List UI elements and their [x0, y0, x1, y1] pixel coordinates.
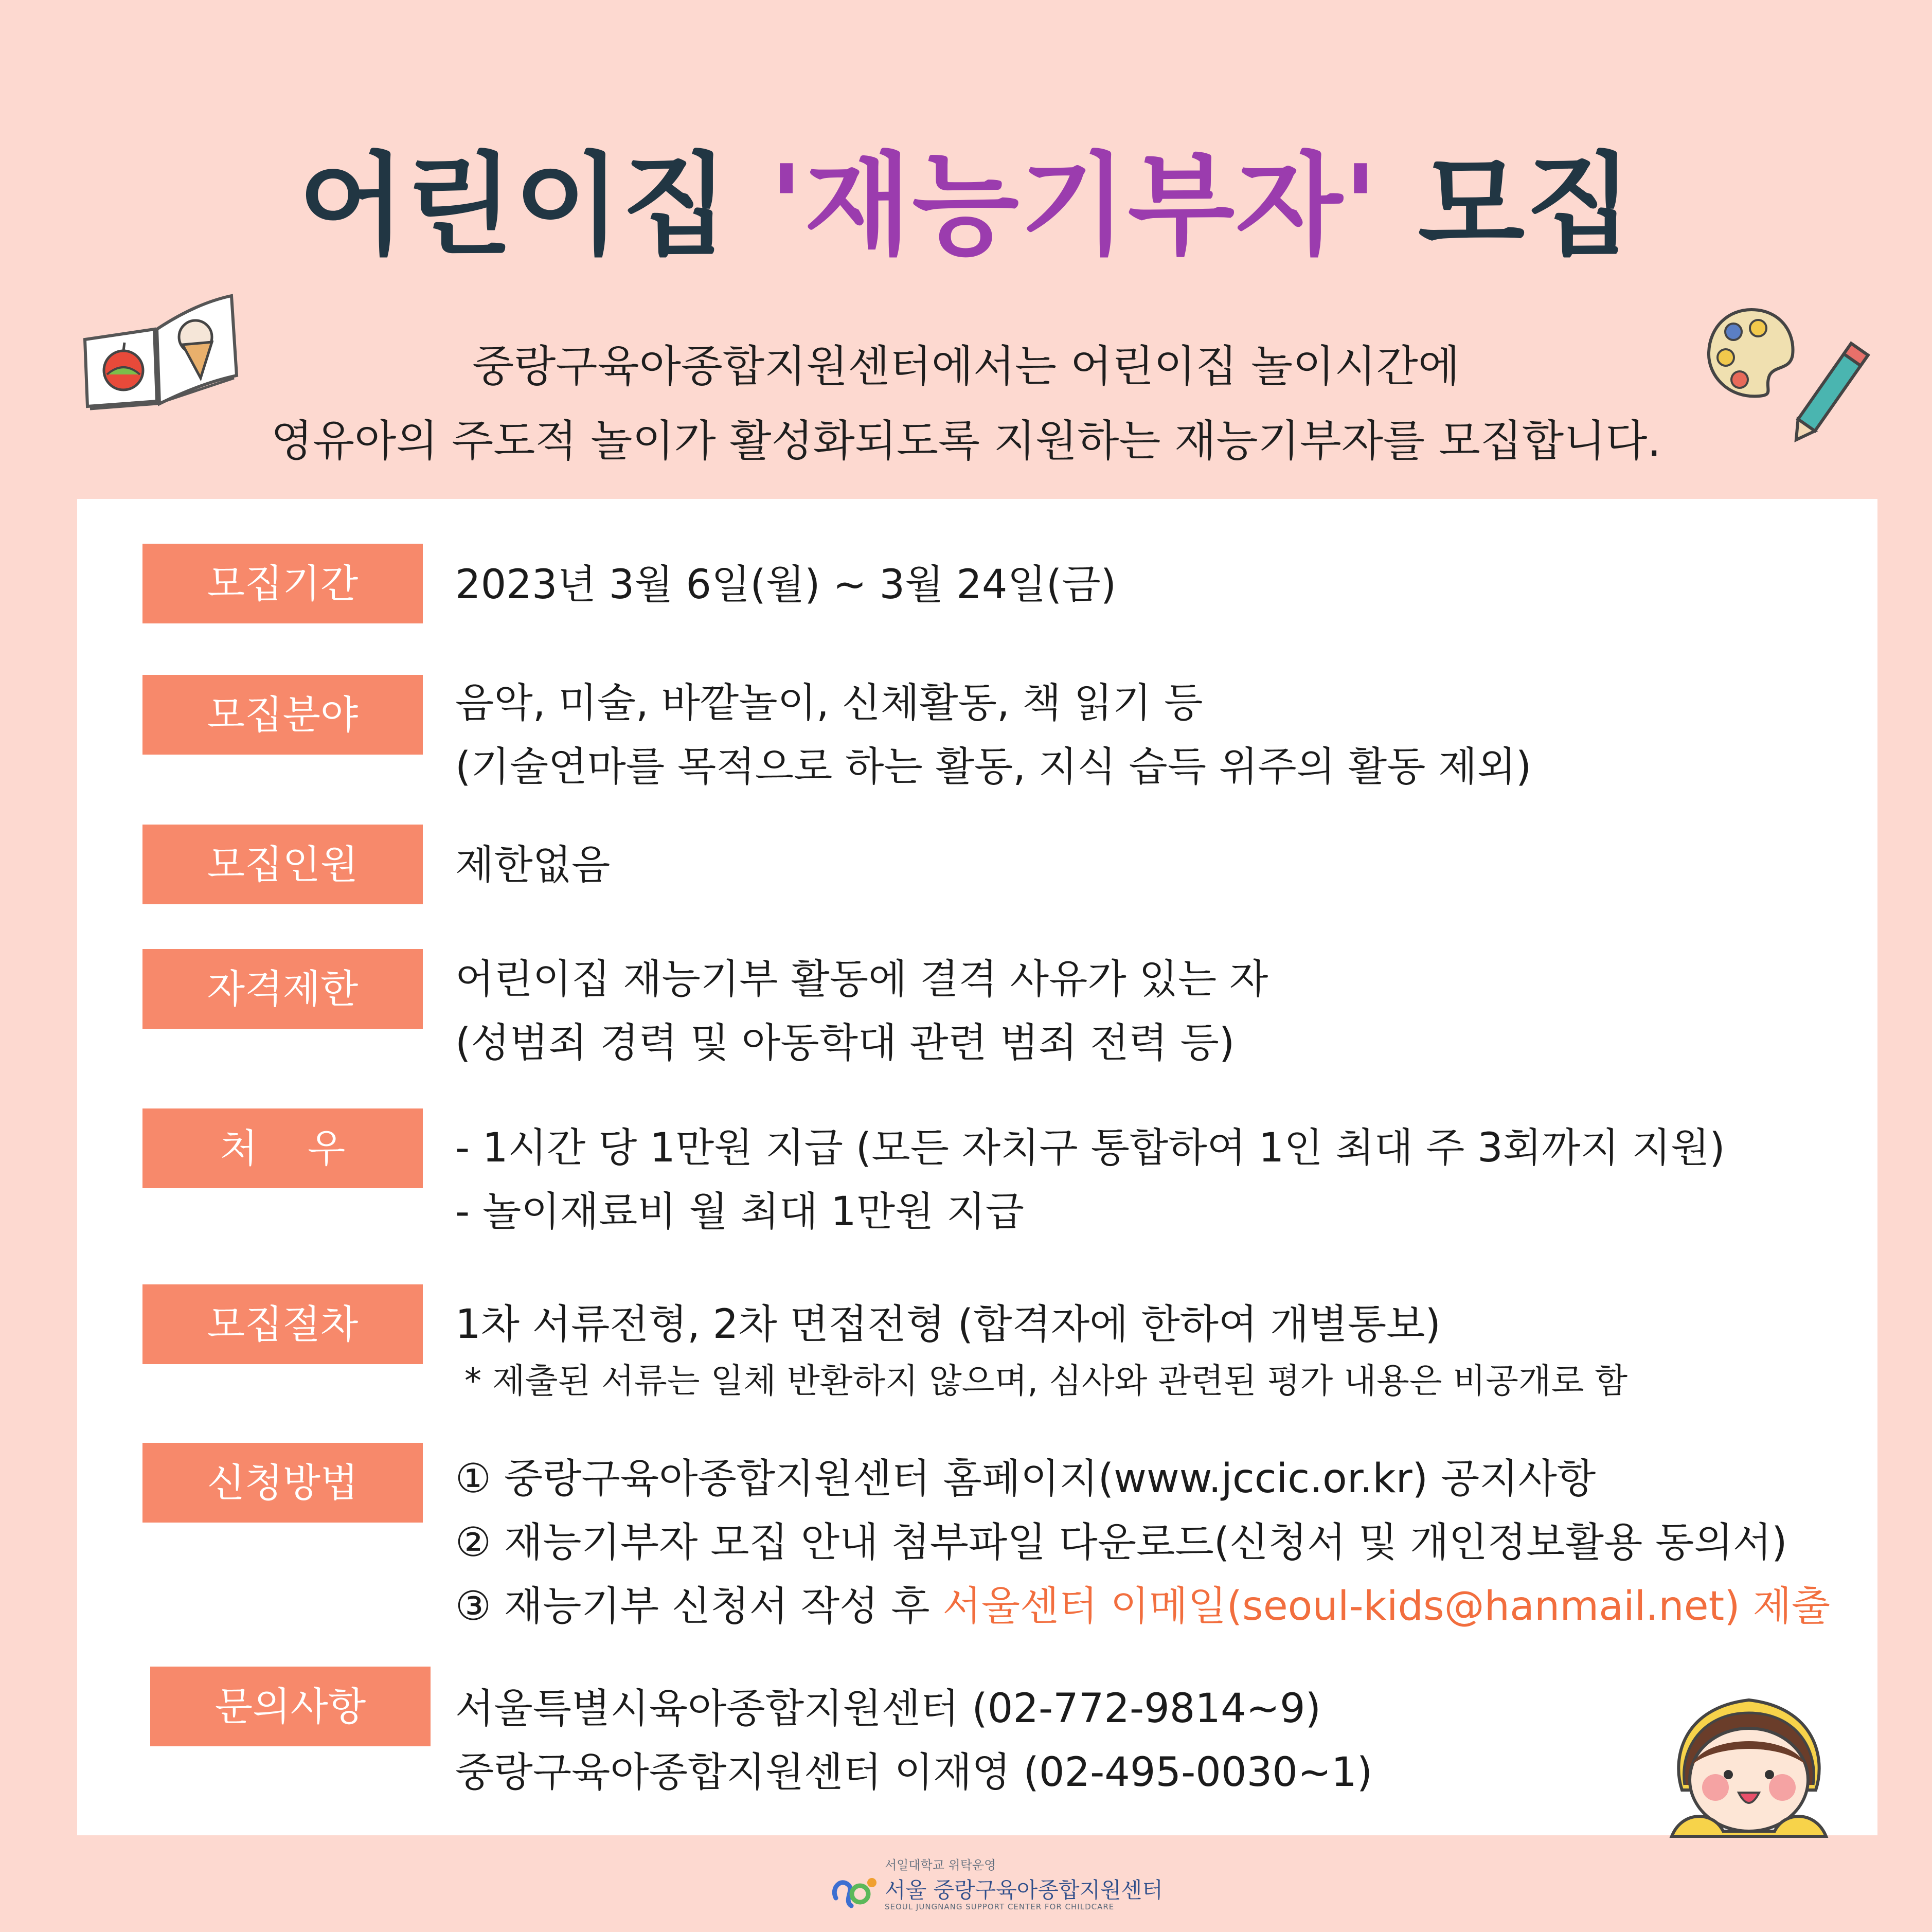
content-field	[455, 671, 1531, 799]
content-compensation-line-1: - 1시간 당 1만원 지급 (모든 자치구 통합하여 1인 최대 주 3회까지 지원)	[455, 1125, 1725, 1171]
content-compensation-line-2: - 놀이재료비 월 최대 1만원 지급	[455, 1189, 1024, 1235]
content-field-line-2: (기술연마를 목적으로 하는 활동, 지식 습득 위주의 활동 제외)	[455, 744, 1532, 790]
label-eligibility: 자격제한	[142, 949, 423, 1029]
label-application: 신청방법	[142, 1443, 423, 1523]
label-period: 모집기간	[142, 544, 423, 623]
content-compensation	[455, 1116, 1725, 1244]
footer-small-text: 서일대학교 위탁운영	[885, 1858, 996, 1872]
label-inquiry: 문의사항	[150, 1667, 431, 1746]
title-after: 모집	[1378, 141, 1634, 270]
content-application-line-2: ② 재능기부자 모집 안내 첨부파일 다운로드(신청서 및 개인정보활용 동의서)	[455, 1519, 1787, 1566]
content-inquiry-line-1: 서울특별시육아종합지원센터 (02-772-9814~9)	[455, 1686, 1321, 1732]
application-email-text: 서울센터 이메일(seoul-kids@hanmail.net) 제출	[942, 1583, 1831, 1630]
footer-main-text: 서울 중랑구육아종합지원센터	[885, 1877, 1163, 1903]
content-inquiry-line-2: 중랑구육아종합지원센터 이재영 (02-495-0030~1)	[455, 1749, 1373, 1796]
content-eligibility-line-1: 어린이집 재능기부 활동에 결격 사유가 있는 자	[455, 956, 1268, 1003]
footer-logo	[828, 1852, 1163, 1919]
application-step-3-text: ③ 재능기부 신청서 작성 후	[455, 1583, 943, 1630]
center-logo-icon	[828, 1862, 880, 1913]
content-period-line-1: 2023년 3월 6일(월) ~ 3월 24일(금)	[455, 562, 1117, 608]
label-headcount: 모집인원	[142, 825, 423, 904]
content-headcount	[455, 833, 610, 897]
girl-character-icon	[1661, 1682, 1836, 1841]
book-icon	[77, 293, 242, 412]
intro-line-2: 영유아의 주도적 놀이가 활성화되도록 지원하는 재능기부자를 모집합니다.	[271, 416, 1661, 466]
label-procedure: 모집절차	[142, 1284, 423, 1364]
content-application-line-3	[455, 1575, 1830, 1638]
content-procedure-note: * 제출된 서류는 일체 반환하지 않으며, 심사와 관련된 평가 내용은 비공개로 함	[464, 1361, 1628, 1401]
footer-eng-text: SEOUL JUNGNANG SUPPORT CENTER FOR CHILDCARE	[885, 1902, 1115, 1911]
title-before: 어린이집	[298, 141, 770, 270]
intro-line-1: 중랑구육아종합지원센터에서는 어린이집 놀이시간에	[472, 341, 1460, 391]
content-field-line-1: 음악, 미술, 바깥놀이, 신체활동, 책 읽기 등	[455, 680, 1203, 726]
content-application-line-1: ① 중랑구육아종합지원센터 홈페이지(www.jccic.or.kr) 공지사항	[455, 1456, 1596, 1502]
content-headcount-line-1: 제한없음	[455, 842, 611, 888]
content-inquiry	[455, 1677, 1372, 1804]
page-title	[0, 129, 1932, 283]
content-eligibility-line-2: (성범죄 경력 및 아동학대 관련 범죄 전력 등)	[455, 1020, 1235, 1066]
content-eligibility	[455, 947, 1268, 1075]
intro-text	[0, 329, 1932, 478]
content-application	[455, 1447, 1830, 1638]
content-period	[455, 553, 1116, 617]
label-compensation: 처 우	[142, 1108, 423, 1188]
label-field: 모집분야	[142, 675, 423, 755]
content-procedure	[455, 1293, 1627, 1406]
content-procedure-line-1: 1차 서류전형, 2차 면접전형 (합격자에 한하여 개별통보)	[455, 1301, 1441, 1348]
title-highlight: '재능기부자'	[769, 141, 1379, 270]
pencil-icon	[1780, 334, 1877, 453]
